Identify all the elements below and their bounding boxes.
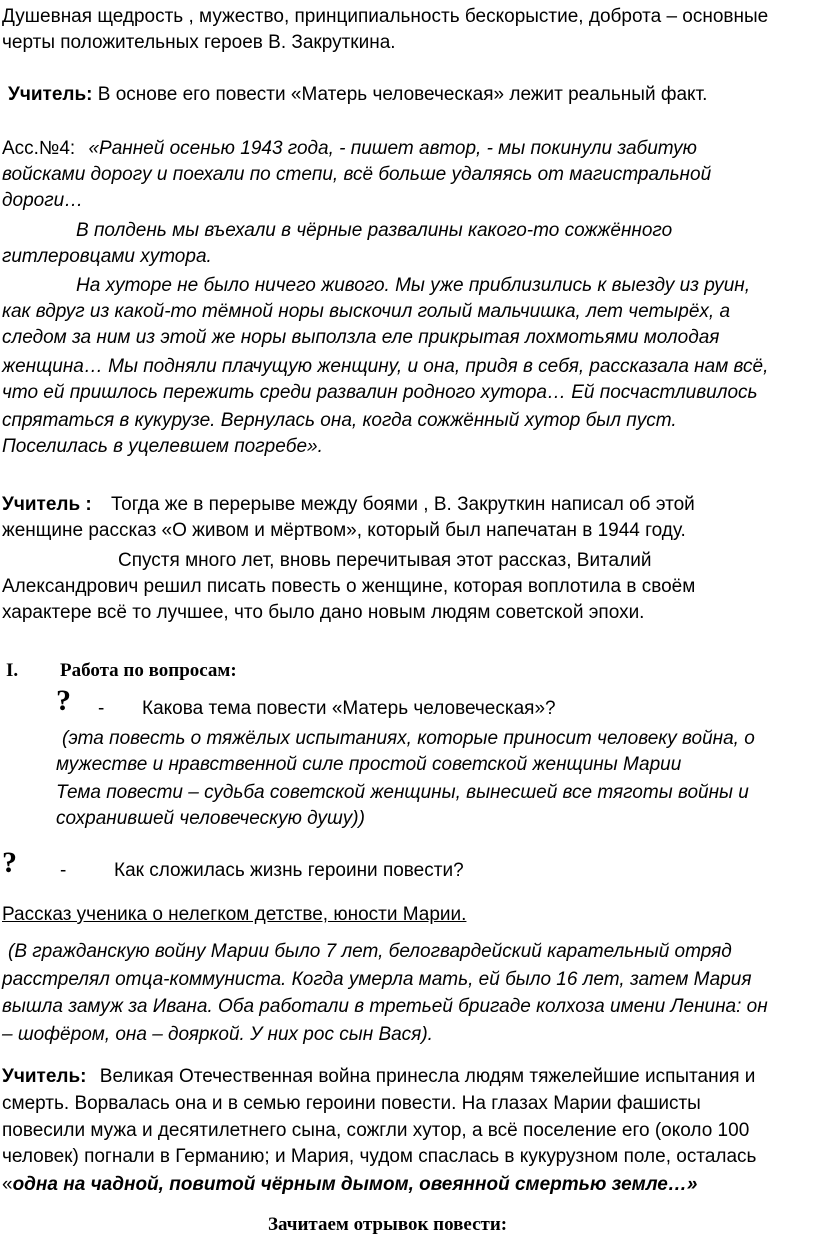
question-mark-icon: ?	[56, 684, 71, 717]
teacher-remark-2-line-3: Спустя много лет, вновь перечитывая этот рассказ, Виталий	[118, 550, 652, 571]
answer-1-line-4: сохранившей человеческую душу))	[56, 808, 365, 829]
teacher-label: Учитель:	[8, 84, 93, 105]
quote-line-9: женщина… Мы подняли плачущую женщину, и она, придя в себя, рассказала нам всё,	[2, 356, 769, 377]
story-line-4: – шофёром, она – дояркой. У них рос сын Вася).	[2, 1024, 433, 1045]
intro-line-2: черты положительных героев В. Закруткина.	[2, 32, 396, 53]
story-line-1: (В гражданскую войну Марии было 7 лет, белогвардейский карательный отряд	[8, 941, 732, 962]
quote-line-6: На хуторе не было ничего живого. Мы уже приблизились к выезду из руин,	[76, 275, 751, 296]
question-2-text: Как сложилась жизнь героини повести?	[114, 860, 464, 881]
assistant-label: Асс.№4:	[2, 138, 76, 159]
teacher-remark-3-line-2: смерть. Ворвалась она и в семью героини повести. На глазах Марии фашисты	[2, 1093, 701, 1114]
teacher-remark-2-line-2: женщине рассказ «О живом и мёртвом», который был напечатан в 1944 году.	[2, 520, 686, 541]
answer-1-line-2: мужестве и нравственной силе простой советской женщины Марии	[56, 754, 682, 775]
teacher-remark-2-text: Тогда же в перерыве между боями , В. Закруткин написал об этой	[111, 494, 695, 515]
answer-1-line-3: Тема повести – судьба советской женщины, вынесшей все тяготы войны и	[56, 782, 749, 803]
teacher-remark-3-text: Великая Отечественная война принесла людям тяжелейшие испытания и	[99, 1066, 756, 1087]
question-mark-icon: ?	[2, 846, 17, 879]
teacher-remark-3-line-3: повесили мужа и десятилетнего сына, сожгли хутор, а всё поселение его (около 100	[2, 1120, 750, 1141]
quote-line-10: что ей пришлось пережить среди развалин родного хутора… Ей посчастливилось	[2, 382, 758, 403]
teacher-remark-1	[8, 84, 707, 106]
quote-line-3: дороги…	[2, 190, 84, 211]
excerpt-heading: Зачитаем отрывок повести:	[268, 1214, 508, 1235]
quote-open: «	[2, 1174, 13, 1195]
quote-line-2: войсками дорогу и поехали по степи, всё больше удаляясь от магистральной	[2, 164, 712, 185]
quote-line-5: гитлеровцами хутора.	[2, 246, 212, 267]
intro-line-1: Душевная щедрость , мужество, принципиальность бескорыстие, доброта – основные	[2, 6, 769, 27]
quote-line-12: Поселилась в уцелевшем погребе».	[2, 436, 323, 457]
teacher-remark-2-line-4: Александрович решил писать повесть о женщине, которая воплотила в своём	[2, 576, 696, 597]
quote-line-7: как вдруг из какой-то тёмной норы выскочил голый мальчишка, лет четырёх, а	[2, 301, 731, 322]
question-1-text: Какова тема повести «Матерь человеческая»?	[142, 698, 556, 719]
teacher-remark-2-line-5: характере всё то лучшее, что было дано новым людям советской эпохи.	[2, 602, 645, 623]
answer-1-line-1: (эта повесть о тяжёлых испытаниях, которые приносит человеку война, о	[62, 728, 755, 749]
teacher-remark-2-line-1	[2, 494, 695, 516]
teacher-remark-3-line-5	[2, 1174, 697, 1196]
question-2-dash: -	[60, 860, 67, 881]
quote-line-8: следом за ним из этой же норы выползла еле прикрытая лохмотьями молодая	[2, 327, 720, 348]
quote-text: «Ранней осенью 1943 года, - пишет автор, - мы покинули забитую	[88, 138, 697, 159]
section-number: I.	[6, 660, 19, 681]
quote-line-1	[2, 138, 697, 160]
story-line-3: вышла замуж за Ивана. Оба работали в третьей бригаде колхоза имени Ленина: он	[2, 996, 768, 1017]
section-title: Работа по вопросам:	[60, 660, 237, 681]
quote-line-11: спрятаться в кукурузе. Вернулась она, когда сожжённый хутор был пуст.	[2, 410, 677, 431]
teacher-remark-3-line-1	[2, 1066, 755, 1088]
story-line-2: расстрелял отца-коммуниста. Когда умерла мать, ей было 16 лет, затем Мария	[2, 969, 752, 990]
student-story-title: Рассказ ученика о нелегком детстве, юности Марии.	[2, 904, 467, 925]
teacher-remark-text: В основе его повести «Матерь человеческая» лежит реальный факт.	[92, 84, 708, 105]
teacher-label: Учитель :	[2, 494, 92, 515]
teacher-remark-3-line-4: человек) погнали в Германию; и Мария, чудом спаслась в кукурузном поле, осталась	[2, 1146, 757, 1167]
quote-line-4: В полдень мы въехали в чёрные развалины какого-то сожжённого	[76, 220, 673, 241]
question-1-dash: -	[98, 698, 105, 719]
bold-italic-quote: одна на чадной, повитой чёрным дымом, овеянной смертью земле…»	[12, 1174, 698, 1195]
teacher-label: Учитель:	[2, 1066, 87, 1087]
